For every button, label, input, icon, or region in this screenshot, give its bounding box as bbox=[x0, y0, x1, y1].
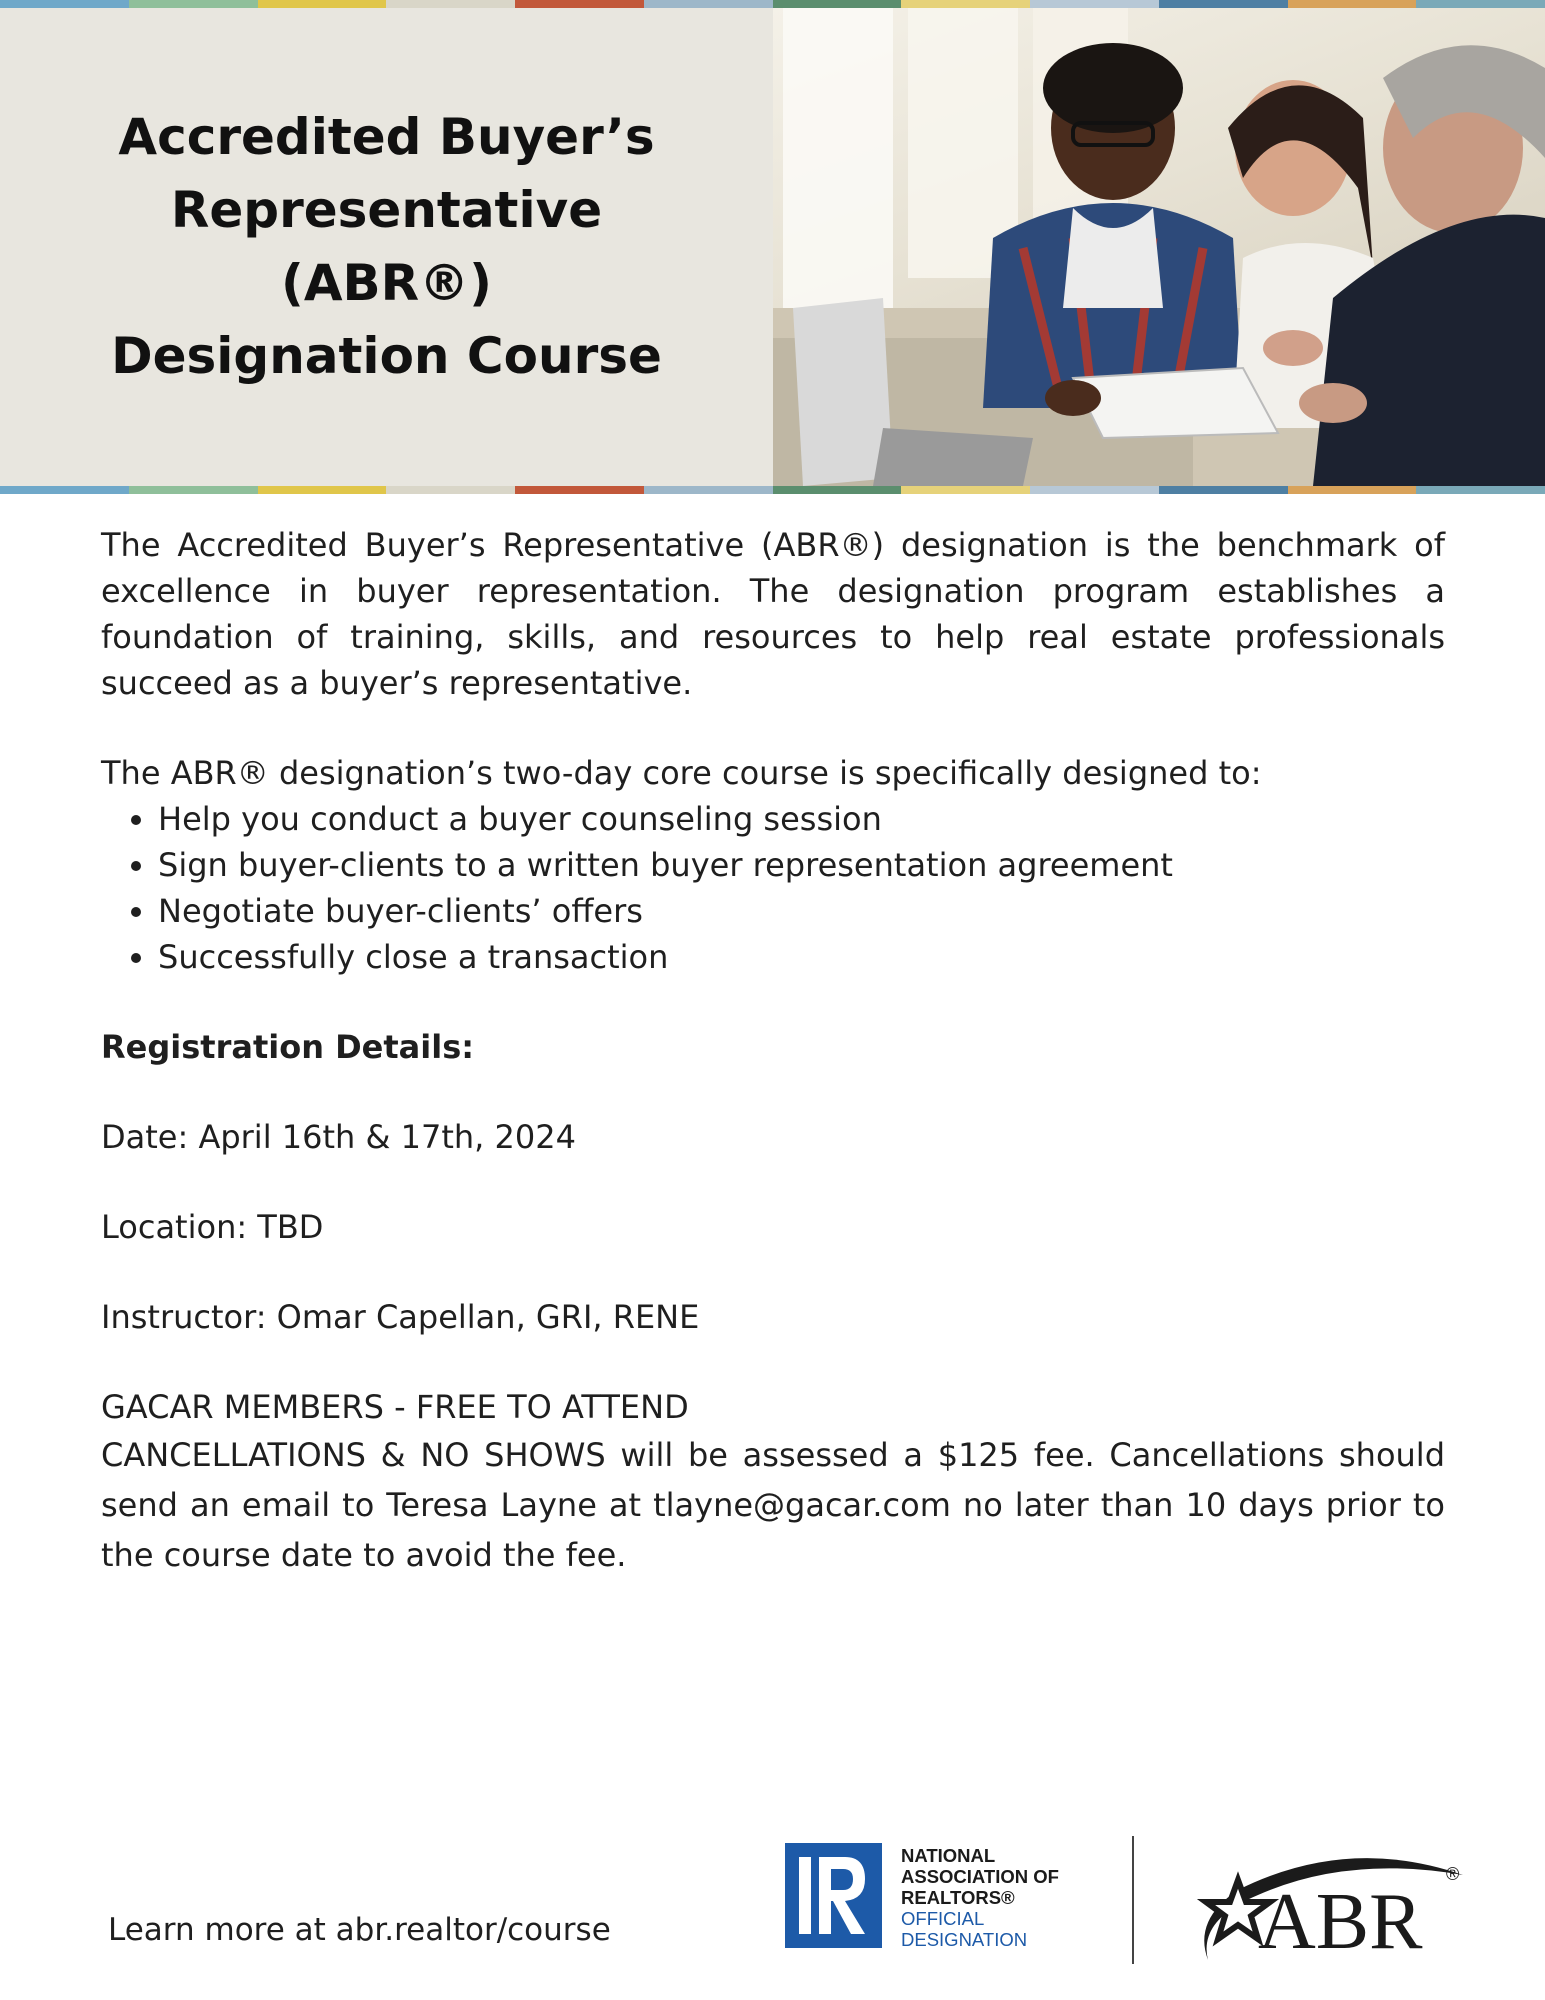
registration-heading: Registration Details: bbox=[101, 1028, 475, 1066]
registration-location: Location: TBD bbox=[101, 1208, 324, 1246]
stripe-segment bbox=[1416, 486, 1545, 494]
registration-date: Date: April 16th & 17th, 2024 bbox=[101, 1118, 576, 1156]
abr-logo bbox=[1178, 1840, 1478, 1970]
title-line-2: Representative (ABR®) bbox=[170, 181, 603, 312]
learn-more-text: Learn more at abr.realtor/course bbox=[108, 1912, 611, 1948]
registration-instructor: Instructor: Omar Capellan, GRI, RENE bbox=[101, 1298, 700, 1336]
stripe-segment bbox=[1159, 0, 1288, 8]
stripe-segment bbox=[258, 486, 387, 494]
stripe-segment bbox=[644, 0, 773, 8]
logo-divider bbox=[1132, 1836, 1134, 1964]
members-note: GACAR MEMBERS - FREE TO ATTEND bbox=[101, 1388, 689, 1426]
stripe-segment bbox=[1288, 0, 1417, 8]
cancellation-policy: CANCELLATIONS & NO SHOWS will be assessed a $125 fee. Cancellations should send an email to Teresa Layne at tlayne@gacar.com no later than 10 days prior to the course date to avoid the fee. bbox=[101, 1436, 1445, 1574]
top-color-stripe bbox=[0, 0, 1545, 8]
page-title bbox=[67, 101, 707, 393]
stripe-segment bbox=[1159, 486, 1288, 494]
course-lead: The ABR® designation’s two-day core course is specifically designed to: bbox=[101, 754, 1262, 792]
header-banner bbox=[0, 8, 1545, 486]
stripe-segment bbox=[515, 0, 644, 8]
stripe-segment bbox=[644, 486, 773, 494]
stripe-segment bbox=[386, 0, 515, 8]
title-panel bbox=[0, 8, 773, 486]
hero-photo bbox=[773, 8, 1545, 486]
list-item: • Sign buyer-clients to a written buyer representation agreement bbox=[158, 842, 1445, 888]
stripe-segment bbox=[386, 486, 515, 494]
stripe-segment bbox=[129, 0, 258, 8]
title-line-3: Designation Course bbox=[111, 327, 662, 385]
abr-logo-text: ABR bbox=[1258, 1878, 1423, 1966]
stripe-segment bbox=[901, 0, 1030, 8]
hero-photo-illustration bbox=[773, 8, 1545, 486]
abr-registered-mark: ® bbox=[1446, 1864, 1460, 1884]
list-item: • Negotiate buyer-clients’ offers bbox=[158, 888, 1445, 934]
course-objectives-list bbox=[101, 796, 1445, 980]
stripe-segment bbox=[0, 0, 129, 8]
bottom-color-stripe bbox=[0, 486, 1545, 494]
stripe-segment bbox=[515, 486, 644, 494]
main-content bbox=[101, 522, 1445, 1580]
nar-logo-text: NATIONAL ASSOCIATION OF REALTORS® OFFICIAL DESIGNATION bbox=[901, 1845, 1059, 1950]
stripe-segment bbox=[0, 486, 129, 494]
stripe-segment bbox=[258, 0, 387, 8]
intro-paragraph: The Accredited Buyer’s Representative (ABR®) designation is the benchmark of excellence in buyer representation. The designation program establishes a foundation of training, skills, and resources to help real estate professionals succeed as a buyer’s representative. bbox=[101, 526, 1445, 702]
stripe-segment bbox=[129, 486, 258, 494]
stripe-segment bbox=[1030, 0, 1159, 8]
stripe-segment bbox=[773, 486, 902, 494]
nar-r-mark-icon bbox=[785, 1843, 882, 1948]
stripe-segment bbox=[901, 486, 1030, 494]
stripe-segment bbox=[773, 0, 902, 8]
list-item: • Help you conduct a buyer counseling session bbox=[158, 796, 1445, 842]
list-item: • Successfully close a transaction bbox=[158, 934, 1445, 980]
stripe-segment bbox=[1288, 486, 1417, 494]
nar-logo bbox=[785, 1843, 1085, 1953]
stripe-segment bbox=[1416, 0, 1545, 8]
stripe-segment bbox=[1030, 486, 1159, 494]
title-line-1: Accredited Buyer’s bbox=[118, 108, 655, 166]
